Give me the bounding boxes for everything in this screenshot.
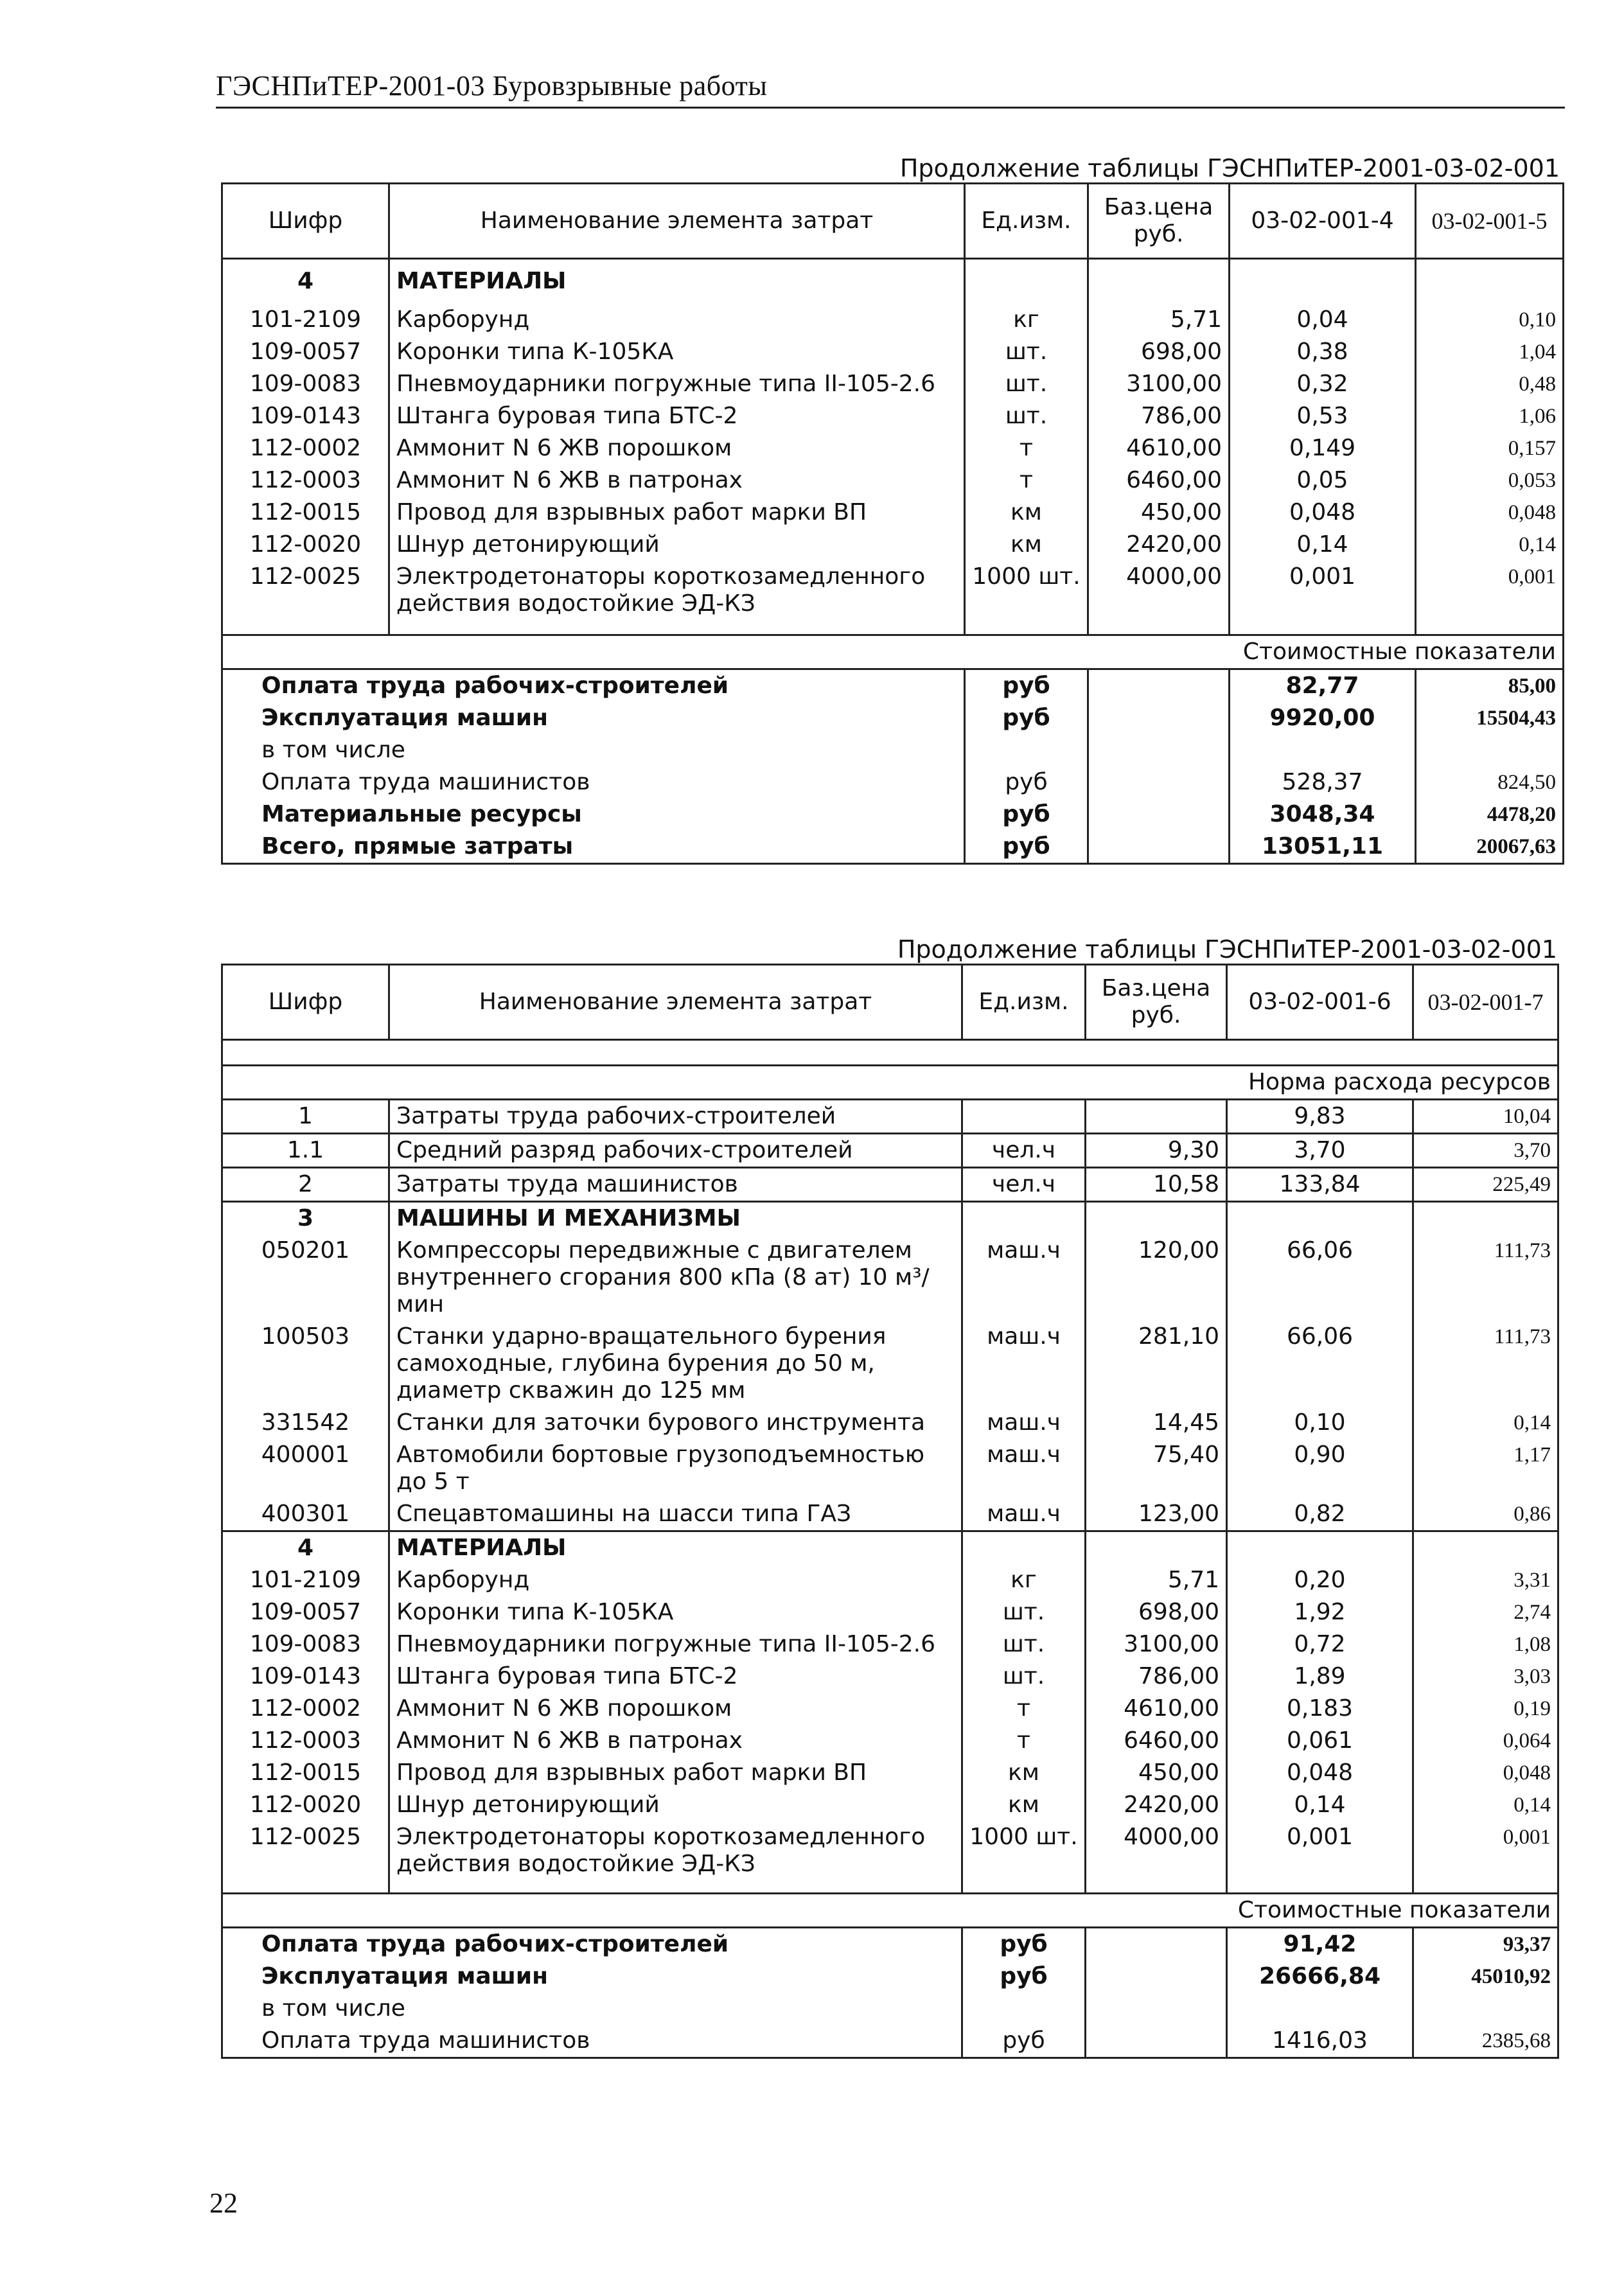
resource-code: 112-0025 [222, 561, 389, 620]
total-col-a: 9920,00 [1230, 702, 1416, 734]
value-col-a: 0,10 [1227, 1407, 1413, 1439]
material-row [222, 1596, 1558, 1628]
resource-price: 786,00 [1086, 1661, 1227, 1693]
col-header-unit: Ед.изм. [965, 184, 1088, 259]
resource-unit: т [962, 1725, 1086, 1757]
resource-code: 101-2109 [222, 304, 389, 336]
resource-name: Аммонит N 6 ЖВ в патронах [389, 1725, 962, 1757]
material-row [222, 529, 1564, 561]
total-label: Оплата труда рабочих-строителей [222, 1927, 962, 1961]
resource-code: 112-0015 [222, 1757, 389, 1789]
col-header-a: 03-02-001-4 [1230, 184, 1416, 259]
section-code: 4 [222, 259, 389, 304]
value-col-b: 0,157 [1416, 432, 1564, 464]
resource-name: Шнур детонирующий [389, 529, 965, 561]
resource-code: 400301 [222, 1498, 389, 1531]
resource-name: Электродетонаторы короткозамедленного действия водостойкие ЭД-КЗ [389, 1821, 962, 1880]
resource-unit: т [965, 432, 1088, 464]
resource-price: 450,00 [1086, 1757, 1227, 1789]
resource-unit: маш.ч [962, 1439, 1086, 1498]
resource-unit: чел.ч [962, 1134, 1086, 1168]
value-col-b: 0,064 [1413, 1725, 1558, 1757]
resource-price [1086, 1100, 1227, 1134]
total-price-empty [1088, 669, 1230, 703]
table1-caption: Продолжение таблицы ГЭСНПиТЕР-2001-03-02-001 [899, 154, 1560, 182]
page-header: ГЭСНПиТЕР-2001-03 Буровзрывные работы [216, 70, 768, 101]
table-header-row [222, 965, 1558, 1040]
value-col-a: 0,001 [1227, 1821, 1413, 1880]
resource-price: 4610,00 [1088, 432, 1230, 464]
resource-name: Пневмоударники погружные типа II-105-2.6 [389, 368, 965, 400]
total-col-a: 91,42 [1227, 1927, 1413, 1961]
value-col-a: 0,183 [1227, 1693, 1413, 1725]
resource-price: 4000,00 [1086, 1821, 1227, 1880]
value-col-a: 0,72 [1227, 1628, 1413, 1661]
resource-code: 112-0025 [222, 1821, 389, 1880]
resource-unit: маш.ч [962, 1235, 1086, 1321]
page-number: 22 [209, 2187, 238, 2219]
material-row [222, 561, 1564, 620]
col-header-price: Баз.цена руб. [1086, 965, 1227, 1040]
total-label: Эксплуатация машин [222, 702, 965, 734]
labor-row [222, 1100, 1558, 1134]
resource-code: 109-0143 [222, 400, 389, 432]
resource-unit: шт. [965, 400, 1088, 432]
total-col-a: 13051,11 [1230, 831, 1416, 864]
total-label: Эксплуатация машин [222, 1961, 962, 1993]
total-price-empty [1088, 766, 1230, 798]
resource-price: 14,45 [1086, 1407, 1227, 1439]
total-col-b: 20067,63 [1416, 831, 1564, 864]
value-col-a: 0,061 [1227, 1725, 1413, 1757]
total-label: в том числе [222, 1993, 962, 2025]
total-row [222, 766, 1564, 798]
resource-name: Штанга буровая типа БТС-2 [389, 400, 965, 432]
col-header-code: Шифр [222, 184, 389, 259]
cost-band-row [222, 1893, 1558, 1927]
machines-group [222, 1235, 1558, 1531]
cost-band-label: Стоимостные показатели [222, 635, 1564, 669]
resource-unit: шт. [965, 336, 1088, 368]
total-price-empty [1086, 1961, 1227, 1993]
cost-band-label: Стоимостные показатели [222, 1893, 1558, 1927]
total-col-a: 1416,03 [1227, 2025, 1413, 2058]
resource-name: Электродетонаторы короткозамедленного действия водостойкие ЭД-КЗ [389, 561, 965, 620]
total-unit [962, 1993, 1086, 2025]
value-col-b: 3,03 [1413, 1661, 1558, 1693]
resource-code: 2 [222, 1168, 389, 1202]
resource-price: 9,30 [1086, 1134, 1227, 1168]
total-price-empty [1088, 702, 1230, 734]
resource-code: 109-0083 [222, 1628, 389, 1661]
operators-row [222, 1168, 1558, 1202]
col-header-code: Шифр [222, 965, 389, 1040]
materials-group [222, 304, 1564, 620]
total-row [222, 798, 1564, 831]
resource-price: 4000,00 [1088, 561, 1230, 620]
resource-price: 698,00 [1086, 1596, 1227, 1628]
resource-unit: чел.ч [962, 1168, 1086, 1202]
resource-price: 6460,00 [1086, 1725, 1227, 1757]
total-row [222, 669, 1564, 703]
material-row [222, 304, 1564, 336]
resource-price: 786,00 [1088, 400, 1230, 432]
total-price-empty [1088, 734, 1230, 766]
value-col-b: 0,86 [1413, 1498, 1558, 1531]
table-header-row [222, 184, 1564, 259]
resource-price: 123,00 [1086, 1498, 1227, 1531]
resource-unit: км [965, 529, 1088, 561]
total-price-empty [1086, 1993, 1227, 2025]
material-row [222, 368, 1564, 400]
resource-code: 400001 [222, 1439, 389, 1498]
value-col-b: 0,48 [1416, 368, 1564, 400]
value-col-b: 1,06 [1416, 400, 1564, 432]
total-col-a: 3048,34 [1230, 798, 1416, 831]
resource-code: 1 [222, 1100, 389, 1134]
resource-name: Средний разряд рабочих-строителей [389, 1134, 962, 1168]
section-code: 3 [222, 1202, 389, 1235]
value-col-a: 0,048 [1230, 497, 1416, 529]
total-col-b: 15504,43 [1416, 702, 1564, 734]
total-col-a [1230, 734, 1416, 766]
total-col-a: 528,37 [1230, 766, 1416, 798]
materials-group [222, 1564, 1558, 1880]
resource-price: 4610,00 [1086, 1693, 1227, 1725]
resource-code: 109-0083 [222, 368, 389, 400]
resource-code: 112-0003 [222, 1725, 389, 1757]
resource-name: Аммонит N 6 ЖВ в патронах [389, 464, 965, 497]
resource-unit: шт. [962, 1628, 1086, 1661]
total-label: Всего, прямые затраты [222, 831, 965, 864]
total-price-empty [1086, 1927, 1227, 1961]
resource-unit: шт. [965, 368, 1088, 400]
resource-code: 112-0020 [222, 1789, 389, 1821]
resource-name: Затраты труда рабочих-строителей [389, 1100, 962, 1134]
value-col-b: 3,70 [1413, 1134, 1558, 1168]
total-col-b: 45010,92 [1413, 1961, 1558, 1993]
total-unit: руб [965, 669, 1088, 703]
norm-band-label: Норма расхода ресурсов [222, 1066, 1558, 1100]
resource-price: 10,58 [1086, 1168, 1227, 1202]
resource-name: Станки для заточки бурового инструмента [389, 1407, 962, 1439]
resource-price: 5,71 [1086, 1564, 1227, 1596]
machine-row [222, 1235, 1558, 1321]
value-col-b: 111,73 [1413, 1321, 1558, 1407]
resource-code: 1.1 [222, 1134, 389, 1168]
total-label: в том числе [222, 734, 965, 766]
value-col-a: 0,82 [1227, 1498, 1413, 1531]
col-header-a: 03-02-001-6 [1227, 965, 1413, 1040]
col-header-price: Баз.цена руб. [1088, 184, 1230, 259]
total-row [222, 831, 1564, 864]
resource-unit: кг [965, 304, 1088, 336]
material-row [222, 1725, 1558, 1757]
resource-name: Карборунд [389, 304, 965, 336]
value-col-a: 9,83 [1227, 1100, 1413, 1134]
resource-name: Провод для взрывных работ марки ВП [389, 497, 965, 529]
resource-unit [962, 1100, 1086, 1134]
resource-name: Карборунд [389, 1564, 962, 1596]
resource-unit: шт. [962, 1596, 1086, 1628]
resource-name: Аммонит N 6 ЖВ порошком [389, 1693, 962, 1725]
total-row [222, 1961, 1558, 1993]
resource-code: 109-0057 [222, 1596, 389, 1628]
resource-name: Коронки типа К-105КА [389, 1596, 962, 1628]
resource-name: Штанга буровая типа БТС-2 [389, 1661, 962, 1693]
totals-group [222, 1927, 1558, 2058]
resource-name: Компрессоры передвижные с двигателем внутреннего сгорания 800 кПа (8 ат) 10 м³/мин [389, 1235, 962, 1321]
value-col-b: 1,08 [1413, 1628, 1558, 1661]
section-row-materials [222, 259, 1564, 304]
value-col-a: 0,14 [1227, 1789, 1413, 1821]
total-price-empty [1086, 2025, 1227, 2058]
value-col-a: 0,38 [1230, 336, 1416, 368]
resource-unit: 1000 шт. [965, 561, 1088, 620]
material-row [222, 1564, 1558, 1596]
total-unit: руб [962, 1961, 1086, 1993]
total-row [222, 1927, 1558, 1961]
resource-code: 112-0002 [222, 432, 389, 464]
value-col-b: 0,053 [1416, 464, 1564, 497]
operators-group [222, 1168, 1558, 1202]
resource-name: Коронки типа К-105КА [389, 336, 965, 368]
section-title: МАТЕРИАЛЫ [389, 1531, 962, 1565]
value-col-b: 1,17 [1413, 1439, 1558, 1498]
value-col-a: 66,06 [1227, 1235, 1413, 1321]
material-row [222, 1628, 1558, 1661]
resource-price: 450,00 [1088, 497, 1230, 529]
resource-code: 109-0057 [222, 336, 389, 368]
total-unit: руб [962, 1927, 1086, 1961]
resource-name: Спецавтомашины на шасси типа ГАЗ [389, 1498, 962, 1531]
resource-code: 112-0015 [222, 497, 389, 529]
resource-unit: кг [962, 1564, 1086, 1596]
resource-name: Пневмоударники погружные типа II-105-2.6 [389, 1628, 962, 1661]
resource-price: 2420,00 [1086, 1789, 1227, 1821]
section-title: МАТЕРИАЛЫ [389, 259, 965, 304]
value-col-b: 111,73 [1413, 1235, 1558, 1321]
resource-unit: км [962, 1757, 1086, 1789]
value-col-a: 0,32 [1230, 368, 1416, 400]
resource-price: 6460,00 [1088, 464, 1230, 497]
value-col-b: 0,14 [1413, 1407, 1558, 1439]
value-col-b: 0,14 [1416, 529, 1564, 561]
resource-price: 75,40 [1086, 1439, 1227, 1498]
resource-unit: км [965, 497, 1088, 529]
total-label: Оплата труда рабочих-строителей [222, 669, 965, 703]
resource-table-1 [221, 182, 1564, 865]
section-code: 4 [222, 1531, 389, 1565]
value-col-b: 225,49 [1413, 1168, 1558, 1202]
total-label: Оплата труда машинистов [222, 2025, 962, 2058]
value-col-b: 0,048 [1416, 497, 1564, 529]
col-header-b: 03-02-001-7 [1413, 965, 1558, 1040]
resource-unit: маш.ч [962, 1407, 1086, 1439]
resource-name: Автомобили бортовые грузоподъемностью до 5 т [389, 1439, 962, 1498]
value-col-a: 1,89 [1227, 1661, 1413, 1693]
value-col-b: 1,04 [1416, 336, 1564, 368]
value-col-b: 10,04 [1413, 1100, 1558, 1134]
value-col-b: 0,14 [1413, 1789, 1558, 1821]
resource-unit: км [962, 1789, 1086, 1821]
material-row [222, 1821, 1558, 1880]
resource-name: Аммонит N 6 ЖВ порошком [389, 432, 965, 464]
resource-unit: шт. [962, 1661, 1086, 1693]
total-unit: руб [965, 798, 1088, 831]
value-col-a: 66,06 [1227, 1321, 1413, 1407]
value-col-a: 0,90 [1227, 1439, 1413, 1498]
total-unit: руб [965, 831, 1088, 864]
total-col-b: 4478,20 [1416, 798, 1564, 831]
value-col-b: 0,001 [1413, 1821, 1558, 1880]
value-col-b: 0,10 [1416, 304, 1564, 336]
resource-table-2 [221, 964, 1559, 2059]
resource-unit: т [962, 1693, 1086, 1725]
resource-name: Шнур детонирующий [389, 1789, 962, 1821]
machine-row [222, 1321, 1558, 1407]
total-col-a: 82,77 [1230, 669, 1416, 703]
total-row [222, 2025, 1558, 2058]
resource-price: 2420,00 [1088, 529, 1230, 561]
value-col-a: 3,70 [1227, 1134, 1413, 1168]
resource-unit: 1000 шт. [962, 1821, 1086, 1880]
resource-price: 3100,00 [1086, 1628, 1227, 1661]
machine-row [222, 1498, 1558, 1531]
resource-price: 698,00 [1088, 336, 1230, 368]
resource-price: 281,10 [1086, 1321, 1227, 1407]
total-unit: руб [962, 2025, 1086, 2058]
total-price-empty [1088, 831, 1230, 864]
resource-price: 5,71 [1088, 304, 1230, 336]
value-col-a: 0,048 [1227, 1757, 1413, 1789]
total-unit: руб [965, 766, 1088, 798]
total-row [222, 734, 1564, 766]
resource-name: Провод для взрывных работ марки ВП [389, 1757, 962, 1789]
resource-code: 112-0020 [222, 529, 389, 561]
labor-group [222, 1100, 1558, 1168]
material-row [222, 464, 1564, 497]
resource-code: 331542 [222, 1407, 389, 1439]
material-row [222, 1757, 1558, 1789]
resource-code: 109-0143 [222, 1661, 389, 1693]
material-row [222, 432, 1564, 464]
table2-caption: Продолжение таблицы ГЭСНПиТЕР-2001-03-02-001 [897, 935, 1557, 964]
totals-group [222, 669, 1564, 864]
machine-row [222, 1439, 1558, 1498]
total-label: Материальные ресурсы [222, 798, 965, 831]
value-col-a: 0,001 [1230, 561, 1416, 620]
material-row [222, 1661, 1558, 1693]
value-col-b: 0,19 [1413, 1693, 1558, 1725]
resource-code: 101-2109 [222, 1564, 389, 1596]
resource-code: 050201 [222, 1235, 389, 1321]
total-col-b: 824,50 [1416, 766, 1564, 798]
value-col-a: 0,20 [1227, 1564, 1413, 1596]
section-row-machines [222, 1202, 1558, 1235]
material-row [222, 400, 1564, 432]
material-row [222, 1789, 1558, 1821]
resource-unit: маш.ч [962, 1498, 1086, 1531]
value-col-b: 2,74 [1413, 1596, 1558, 1628]
total-col-a [1227, 1993, 1413, 2025]
resource-code: 100503 [222, 1321, 389, 1407]
material-row [222, 336, 1564, 368]
section-row-materials [222, 1531, 1558, 1565]
total-row [222, 1993, 1558, 2025]
total-price-empty [1088, 798, 1230, 831]
value-col-a: 0,04 [1230, 304, 1416, 336]
value-col-b: 0,001 [1416, 561, 1564, 620]
col-header-b: 03-02-001-5 [1416, 184, 1564, 259]
resource-price: 120,00 [1086, 1235, 1227, 1321]
machine-row [222, 1407, 1558, 1439]
col-header-name: Наименование элемента затрат [389, 965, 962, 1040]
resource-price: 3100,00 [1088, 368, 1230, 400]
col-header-name: Наименование элемента затрат [389, 184, 965, 259]
material-row [222, 497, 1564, 529]
value-col-b: 3,31 [1413, 1564, 1558, 1596]
total-col-a: 26666,84 [1227, 1961, 1413, 1993]
value-col-a: 1,92 [1227, 1596, 1413, 1628]
total-row [222, 702, 1564, 734]
total-col-b [1416, 734, 1564, 766]
norm-band-row [222, 1066, 1558, 1100]
section-title: МАШИНЫ И МЕХАНИЗМЫ [389, 1202, 962, 1235]
value-col-a: 133,84 [1227, 1168, 1413, 1202]
resource-unit: т [965, 464, 1088, 497]
value-col-b: 0,048 [1413, 1757, 1558, 1789]
labor-row [222, 1134, 1558, 1168]
value-col-a: 0,14 [1230, 529, 1416, 561]
value-col-a: 0,53 [1230, 400, 1416, 432]
total-unit [965, 734, 1088, 766]
total-col-b: 93,37 [1413, 1927, 1558, 1961]
resource-name: Затраты труда машинистов [389, 1168, 962, 1202]
cost-band-row [222, 635, 1564, 669]
material-row [222, 1693, 1558, 1725]
col-header-unit: Ед.изм. [962, 965, 1086, 1040]
resource-code: 112-0003 [222, 464, 389, 497]
total-unit: руб [965, 702, 1088, 734]
total-label: Оплата труда машинистов [222, 766, 965, 798]
resource-name: Станки ударно-вращательного бурения самоходные, глубина бурения до 50 м, диаметр скважин до 125 мм [389, 1321, 962, 1407]
value-col-a: 0,05 [1230, 464, 1416, 497]
total-col-b: 2385,68 [1413, 2025, 1558, 2058]
value-col-a: 0,149 [1230, 432, 1416, 464]
resource-unit: маш.ч [962, 1321, 1086, 1407]
resource-code: 112-0002 [222, 1693, 389, 1725]
total-col-b [1413, 1993, 1558, 2025]
header-rule [216, 107, 1565, 109]
total-col-b: 85,00 [1416, 669, 1564, 703]
